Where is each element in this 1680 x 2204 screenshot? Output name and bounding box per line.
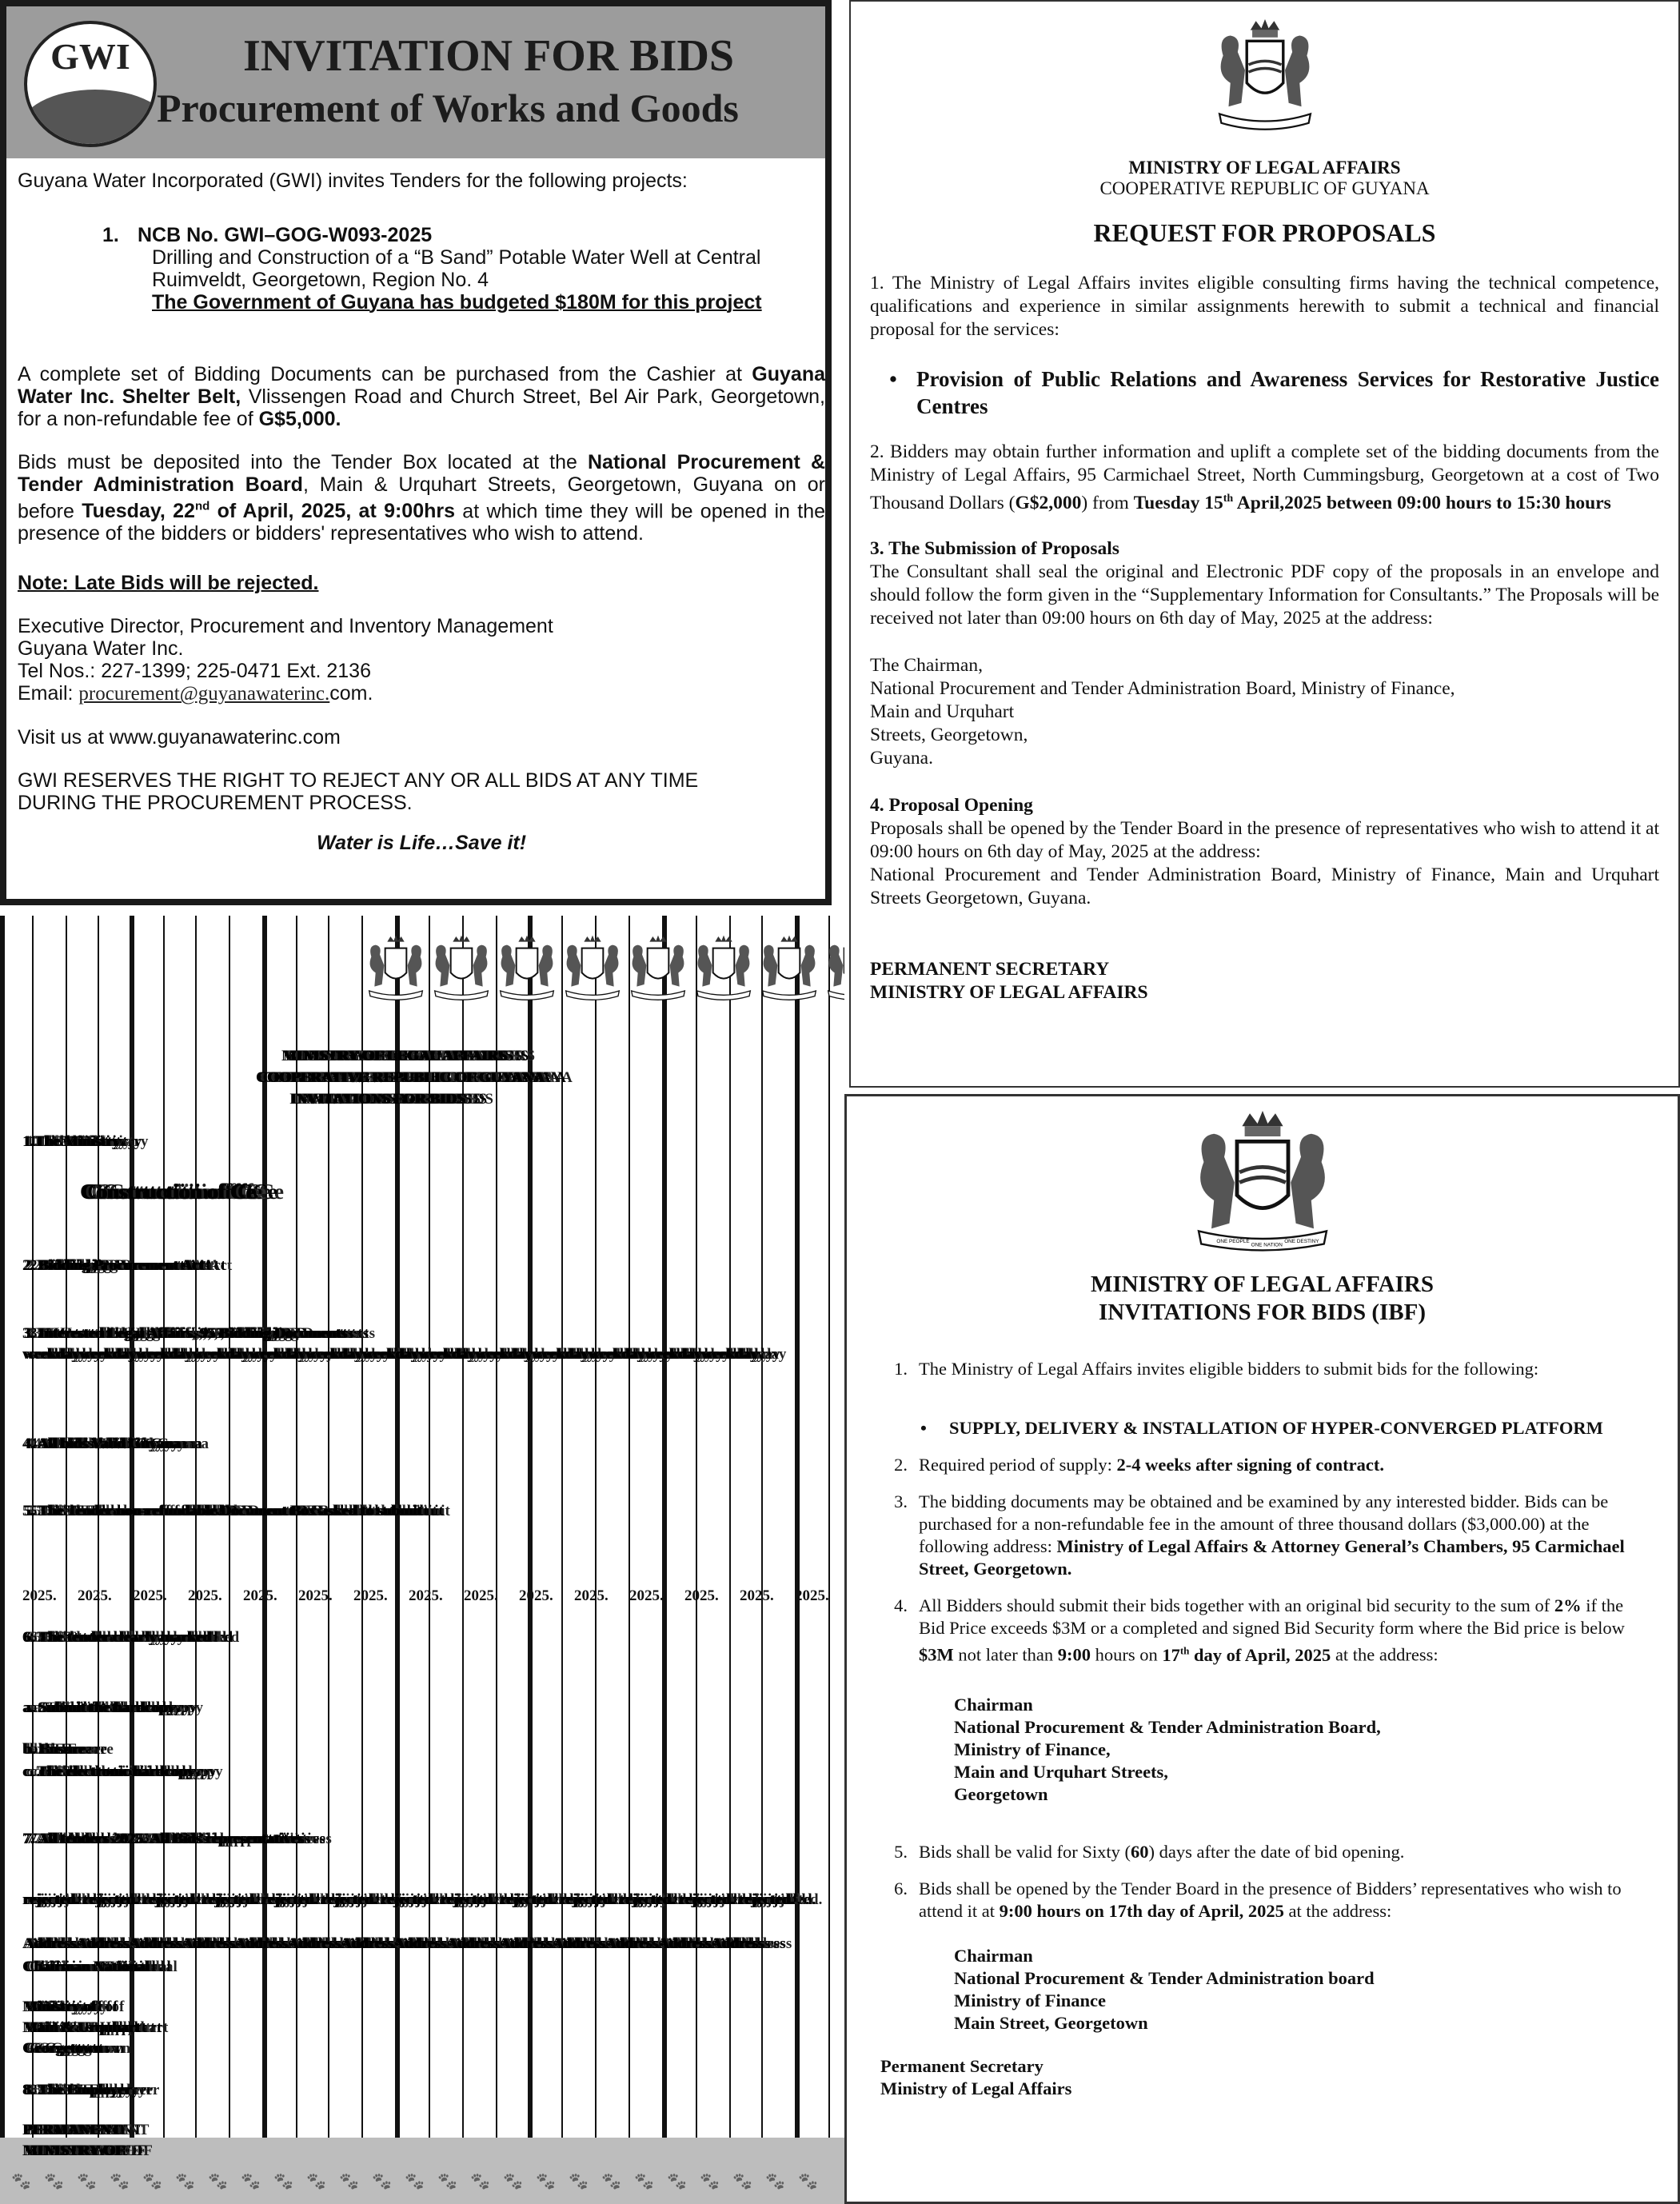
rfp-title: REQUEST FOR PROPOSALS (1093, 218, 1436, 247)
smear-column-line (528, 916, 533, 2204)
smeared-line-5: Construction of Ce (80, 1180, 255, 1204)
coat-of-arms-icon (429, 922, 493, 1018)
ifb-item-1: 1. The Ministry of Legal Affairs invites eligible bidders to submit bids for the following: (894, 1359, 1539, 1379)
rfp-service-item (870, 365, 1659, 420)
smear-column-line (195, 916, 197, 2204)
bullet-icon: • (889, 367, 897, 391)
smeared-line-20: Main & Urquhart (22, 2019, 140, 2036)
rfp-signature-1: PERMANENT SECRETARY (870, 958, 1110, 980)
gwi-contact-title: Executive Director, Procurement and Inventory Management (18, 615, 553, 638)
smear-column-line (296, 916, 297, 2204)
smeared-line-1: MINISTRY OF LEGAL AFFAIRS (281, 1048, 507, 1064)
coat-of-arms-icon (364, 922, 428, 1018)
gwi-logo-text: GWI (50, 36, 130, 77)
gwi-contact-org: Guyana Water Inc. (18, 637, 184, 661)
smeared-line-2: COOPERATIVE REPUBLIC OF GUYANA (256, 1069, 544, 1086)
coat-of-arms-icon (1183, 1111, 1343, 1252)
smeared-line-23: PERMANENT (22, 2122, 121, 2138)
rfp-section-4-title: 4. Proposal Opening (870, 794, 1033, 816)
coat-of-arms-icon (823, 922, 844, 1018)
coat-of-arms-icon (561, 922, 625, 1018)
paw-print-icon: 🐾 (634, 2173, 654, 2190)
smeared-line-15: 7. All tenders 2025. All Bids representatives (22, 1831, 303, 1847)
gwi-slogan: Water is Life…Save it! (316, 832, 527, 855)
ifb-address-1: Chairman National Procurement & Tender Administration Board, Ministry of Finance, Main and Urquhart Streets, Georgetown (954, 1694, 1381, 1804)
paw-print-icon: 🐾 (11, 2173, 31, 2190)
smeared-line-13: b. Ensure (22, 1741, 85, 1758)
crest-motto-3: ONE DESTINY (1283, 1238, 1319, 1244)
smear-column-line (163, 916, 165, 2204)
gwi-title: INVITATION FOR BIDS (243, 31, 735, 81)
gwi-item-desc-2: Ruimveldt, Georgetown, Region No. 4 (152, 269, 489, 291)
crest-motto-2: ONE NATION (1251, 1242, 1283, 1248)
smeared-year: 2025. (629, 1587, 664, 1604)
gwi-docs-paragraph: A complete set of Bidding Documents can be purchased from the Cashier at Guyana Water Inc. Shelter Belt, Vlissengen Road and Church Street, Bel Air Park, Georgetown, for a non-refundable fee of G$5,000. (18, 363, 825, 430)
ifb-bullet-text: SUPPLY, DELIVERY & INSTALLATION OF HYPER-CONVERGED PLATFORM (949, 1418, 1603, 1438)
smeared-line-8: 4. All bids Valid Guyana (22, 1435, 180, 1452)
smeared-line-14: c. The electronic hardcopy (22, 1763, 194, 1780)
paw-print-icon: 🐾 (339, 2173, 359, 2190)
smeared-line-4: 1.The Ministry (22, 1133, 120, 1150)
rfp-ministry: MINISTRY OF LEGAL AFFAIRS (1128, 158, 1401, 178)
smeared-line-16: rejected. rejected. rejected. rejected. rejected. rejected. rejected. rejected. rejected. rejected. rejected. rejected. rejected. (22, 1891, 794, 1908)
crest-motto-1: ONE PEOPLE (1215, 1238, 1250, 1244)
smeared-year: 2025. (795, 1587, 829, 1604)
paw-print-icon: 🐾 (241, 2173, 261, 2190)
ifb-item-5: 5. Bids shall be valid for Sixty (60) days after the date of bid opening. (894, 1841, 1405, 1862)
crest-row (0, 922, 844, 1024)
paw-print-icon: 🐾 (667, 2173, 687, 2190)
smear-column-line (696, 916, 697, 2204)
smear-column-line (262, 916, 267, 2204)
smear-column-line (561, 916, 563, 2204)
paw-print-icon: 🐾 (273, 2173, 293, 2190)
gwi-reserve-notice: GWI RESERVES THE RIGHT TO REJECT ANY OR ALL BIDS AT ANY TIME DURING THE PROCUREMENT PROCESS. (18, 769, 699, 815)
smeared-line-12: a. Submit the hardcopy (22, 1699, 175, 1716)
gwi-bid-notice (0, 0, 832, 905)
smeared-year: 2025. (353, 1587, 388, 1604)
smeared-year: 2025. (740, 1587, 774, 1604)
gwi-late-note: Note: Late Bids will be rejected. (18, 572, 319, 595)
coat-of-arms-icon (495, 922, 559, 1018)
gwi-project-item (18, 224, 825, 313)
smeared-line-18: Chairman National (22, 1958, 149, 1975)
smear-column-line (462, 916, 464, 2204)
coat-of-arms-icon (626, 922, 690, 1018)
paw-print-icon: 🐾 (110, 2173, 130, 2190)
gwi-deposit-paragraph: Bids must be deposited into the Tender Box located at the National Procurement & Tender Administration Board, Main & Urquhart Streets, Georgetown, Guyana on or before Tuesday, 22nd of April, 2025, at 9:00hrs at which time they will be opened in the presence of the bidders or bidders' representatives who wish to attend. (18, 451, 826, 545)
paw-print-icon: 🐾 (798, 2173, 818, 2190)
paw-print-icon: 🐾 (306, 2173, 326, 2190)
gwi-ncb-number: NCB No. GWI–GOG-W093-2025 (138, 224, 433, 246)
smeared-year: 2025. (188, 1587, 222, 1604)
smeared-line-11: 6. The tender clearly marked (22, 1629, 211, 1646)
smeared-year: 2025. (684, 1587, 719, 1604)
gwi-item-desc-1: Drilling and Construction of a “B Sand” Potable Water Well at Central (152, 246, 761, 269)
smeared-year: 2025. (22, 1587, 57, 1604)
smear-column-line (629, 916, 630, 2204)
paw-print-icon: 🐾 (765, 2173, 785, 2190)
rfp-address: The Chairman, National Procurement and Tender Administration Board, Ministry of Finance, Main and Urquhart Streets, Georgetown, Guyana. (870, 654, 1455, 769)
ifb-notice (844, 1094, 1680, 2204)
gwi-email-link[interactable]: procurement@guyanawaterinc. (78, 683, 330, 705)
coat-of-arms-icon (692, 922, 756, 1018)
smeared-year: 2025. (298, 1587, 333, 1604)
smeared-year: 2025. (519, 1587, 553, 1604)
gwi-subtitle: Procurement of Works and Goods (157, 86, 739, 130)
rfp-service-text: Provision of Public Relations and Awareness Services for Restorative Justice Centres (916, 367, 1659, 418)
ifb-item-3: 3. The bidding documents may be obtained and be examined by any interested bidder. Bids can be purchased for a non-refundable fee in the amount of three thousand dollars ($3,000.00) at the following address: Ministry of Legal Affairs & Attorney General’s Chambers, 95 Carmichael Street, Georgetown. (894, 1491, 1625, 1579)
smeared-year: 2025. (409, 1587, 443, 1604)
paw-print-icon: 🐾 (569, 2173, 589, 2190)
gwi-item-budget: The Government of Guyana has budgeted $180M for this project (152, 291, 762, 313)
smear-column-line (229, 916, 230, 2204)
smear-column-line (429, 916, 430, 2204)
paw-print-icon: 🐾 (700, 2173, 720, 2190)
smeared-line-21: Georgetown (22, 2040, 102, 2057)
smear-column-line (98, 916, 99, 2204)
rfp-republic: COOPERATIVE REPUBLIC OF GUYANA (1099, 178, 1430, 198)
ifb-signature: Permanent Secretary Ministry of Legal Affairs (880, 2055, 1072, 2098)
smeared-line-17: AddressAddressAddressAddressAddressAddressAddressAddressAddressAddressAddressAddressAddressAddress (22, 1935, 764, 1952)
rfp-section-3-body: The Consultant shall seal the original and Electronic PDF copy of the proposals in an envelope and should follow the form given in the “Supplementary Information for Consultants.” The Proposals will be received not later than 09:00 hours on 6th day of May, 2025 at the address: (870, 561, 1659, 629)
smear-column-line (130, 916, 134, 2204)
paw-print-icon: 🐾 (142, 2173, 162, 2190)
rfp-section-4-body: Proposals shall be opened by the Tender Board in the presence of representatives who wish to attend it at 09:00 hours on 6th day of May, 2025 at the address: (870, 817, 1659, 862)
rfp-section-3-title: 3. The Submission of Proposals (870, 537, 1119, 559)
smear-column-line (395, 916, 400, 2204)
smear-column-line (595, 916, 597, 2204)
paw-print-icon: 🐾 (437, 2173, 457, 2190)
smear-column-line (328, 916, 329, 2204)
smeared-ifb-notice (0, 916, 844, 2204)
gwi-logo (24, 21, 157, 147)
smear-column-line (662, 916, 667, 2204)
smear-column-line (0, 916, 5, 2204)
gwi-website: Visit us at www.guyanawaterinc.com (18, 726, 341, 749)
smear-column-line (795, 916, 800, 2204)
ifb-item-2: 2. Required period of supply: 2-4 weeks after signing of contract. (894, 1455, 1384, 1475)
gwi-item-number: 1. (102, 224, 119, 246)
rfp-signature-2: MINISTRY OF LEGAL AFFAIRS (870, 981, 1148, 1003)
smear-column-line (729, 916, 731, 2204)
smeared-footer-band (0, 2138, 844, 2204)
rfp-notice (849, 0, 1680, 1088)
smeared-year-row (22, 1587, 844, 1607)
ifb-ministry: MINISTRY OF LEGAL AFFAIRS (1091, 1272, 1434, 1297)
smeared-year: 2025. (133, 1587, 167, 1604)
smeared-line-9: 5. The Tender non-refundable Document Box asked to submit (22, 1503, 421, 1519)
paw-print-icon: 🐾 (372, 2173, 392, 2190)
gwi-contact-tel: Tel Nos.: 227-1399; 225-0471 Ext. 2136 (18, 660, 371, 683)
smeared-line-24: MINISTRY OF (22, 2142, 124, 2159)
gwi-contact-email: Email: procurement@guyanawaterinc.com. (18, 682, 373, 705)
smeared-line-22: 8. The Employer (22, 2082, 131, 2098)
ifb-item-6: 6. Bids shall be opened by the Tender Board in the presence of Bidders’ representatives who wish to attend it at 9:00 hours on 17th day of April, 2025 at the address: (894, 1878, 1622, 1921)
paw-print-icon: 🐾 (44, 2173, 64, 2190)
paw-print-icon: 🐾 (175, 2173, 195, 2190)
rfp-para-2: 2. Bidders may obtain further information and uplift a complete set of the bidding documents from the Ministry of Legal Affairs, 95 Carmichael Street, North Cummingsburg, Georgetown at a cost of Two Thousand Dollars (G$2,000) from Tuesday 15th April,2025 between 09:00 hours to 15:30 hours (870, 441, 1659, 513)
rfp-section-4-address: National Procurement and Tender Administration Board, Ministry of Finance, Main and Urquhart Streets Georgetown, Guyana. (870, 864, 1659, 908)
smeared-year: 2025. (464, 1587, 498, 1604)
smeared-line-6: 2. Bidding Procurement Act (22, 1257, 204, 1274)
paw-print-icon: 🐾 (732, 2173, 752, 2190)
paw-print-icon: 🐾 (503, 2173, 523, 2190)
paw-print-icon: 🐾 (208, 2173, 228, 2190)
smear-column-line (761, 916, 763, 2204)
gwi-intro: Guyana Water Incorporated (GWI) invites Tenders for the following projects: (18, 170, 688, 192)
smeared-year: 2025. (574, 1587, 609, 1604)
smeared-line-3: INVITATIONS FOR BIDS (289, 1091, 465, 1108)
paw-print-icon: 🐾 (470, 2173, 490, 2190)
ifb-address-2: Chairman National Procurement & Tender Administration board Ministry of Finance Main Street, Georgetown (954, 1945, 1375, 2033)
smeared-line-7: 3. Interested Legal Affairs, 95 Bidding Documents weekdayweekdayweekdayweekdayweekdayweekdayweekdayweekdayweekdayweekdayweekdayweekdayweekday (22, 1325, 758, 1363)
smeared-year: 2025. (243, 1587, 277, 1604)
paw-print-icon: 🐾 (405, 2173, 425, 2190)
smear-column-line (496, 916, 497, 2204)
smear-column-line (828, 916, 830, 2204)
coat-of-arms-icon (757, 922, 821, 1018)
paw-print-icon: 🐾 (77, 2173, 97, 2190)
rfp-para-1: 1. The Ministry of Legal Affairs invites eligible consulting firms having the technical competence, qualifications and experience in similar assignments herewith to submit a technical and financial proposal for the services: (870, 273, 1659, 340)
ifb-bullet-item (876, 1417, 1646, 1439)
bullet-icon: • (920, 1418, 927, 1438)
logo-wave (24, 90, 157, 147)
smear-column-line (361, 916, 363, 2204)
smeared-line-19: Ministry of (22, 1998, 96, 2015)
smeared-year: 2025. (78, 1587, 112, 1604)
paw-print-icon: 🐾 (536, 2173, 556, 2190)
coat-of-arms-icon (1210, 19, 1320, 138)
paw-print-icon: 🐾 (601, 2173, 621, 2190)
ifb-item-4: 4. All Bidders should submit their bids together with an original bid security to the sum of 2% if the Bid Price exceeds $3M or a completed and signed Bid Security form where the Bid price is below $3M not later than 9:00 hours on 17th day of April, 2025 at the address: (894, 1595, 1625, 1665)
ifb-title: INVITATIONS FOR BIDS (IBF) (1098, 1300, 1427, 1325)
